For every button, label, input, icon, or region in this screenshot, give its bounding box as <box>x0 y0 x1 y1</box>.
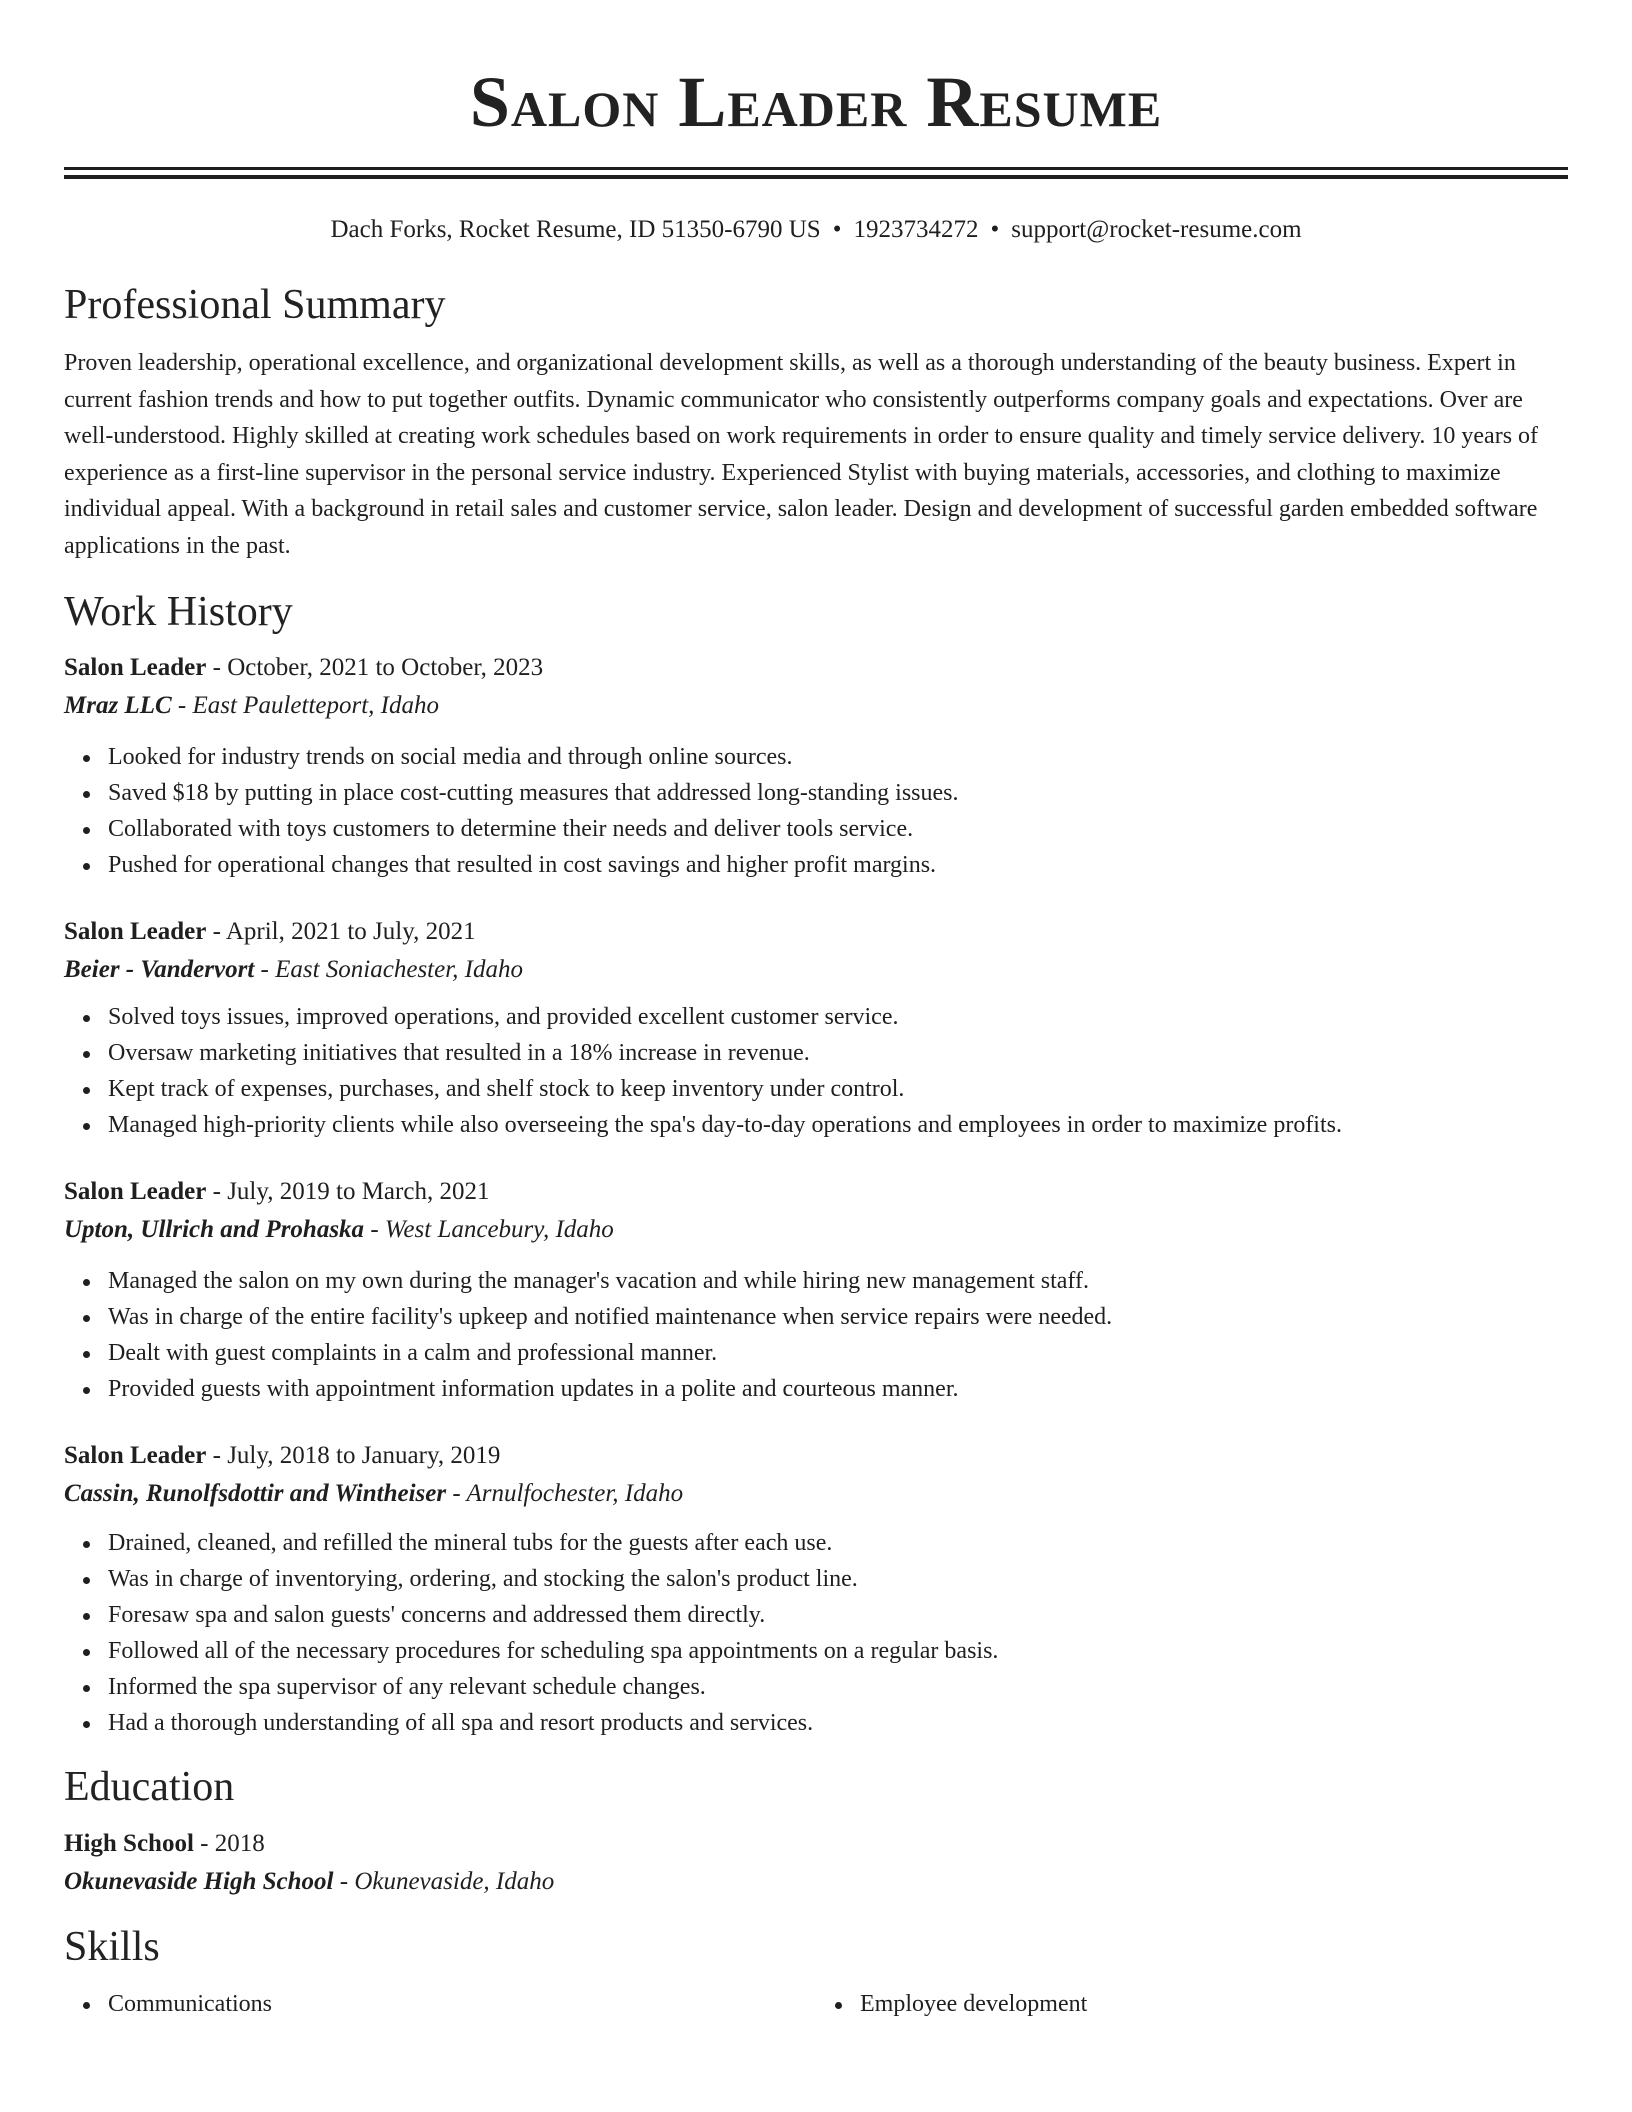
resume-page <box>64 0 1568 2022</box>
contact-line <box>64 215 1568 245</box>
job-bullet: Dealt with guest complaints in a calm and professional manner. <box>108 1335 1568 1371</box>
job-bullet: Kept track of expenses, purchases, and shelf stock to keep inventory under control. <box>108 1071 1568 1107</box>
job-bullet: Had a thorough understanding of all spa and resort products and services. <box>108 1705 1568 1741</box>
dash: - <box>254 956 276 983</box>
education-heading: Education <box>64 1764 235 1810</box>
job-entry <box>64 1173 1568 1407</box>
job-bullet: Foresaw spa and salon guests' concerns and addressed them directly. <box>108 1597 1568 1633</box>
job-company: Cassin, Runolfsdottir and Wintheiser <box>64 1480 447 1507</box>
skills-heading: Skills <box>64 1924 160 1970</box>
job-bullet: Followed all of the necessary procedures for scheduling spa appointments on a regular basis. <box>108 1633 1568 1669</box>
job-bullets <box>64 1525 1568 1741</box>
job-bullets <box>64 999 1568 1143</box>
dash: - <box>206 1178 228 1205</box>
dash: - <box>206 918 226 945</box>
job-company: Beier - Vandervort <box>64 956 255 983</box>
title-rule-top <box>64 167 1568 170</box>
job-dates: July, 2018 to January, 2019 <box>227 1442 501 1469</box>
job-company: Upton, Ullrich and Prohaska <box>64 1216 365 1243</box>
job-bullet: Was in charge of inventorying, ordering, and stocking the salon's product line. <box>108 1561 1568 1597</box>
title-rule-bottom <box>64 175 1568 179</box>
job-location: West Lancebury, Idaho <box>384 1216 614 1243</box>
job-bullet: Was in charge of the entire facility's upkeep and notified maintenance when service repairs were needed. <box>108 1299 1568 1335</box>
education-school-line <box>64 1863 1568 1901</box>
job-bullet: Provided guests with appointment information updates in a polite and courteous manner. <box>108 1371 1568 1407</box>
job-company: Mraz LLC <box>64 692 172 719</box>
job-dates: April, 2021 to July, 2021 <box>225 918 476 945</box>
skill-item: Communications <box>108 1986 816 2022</box>
skill-item: Employee development <box>860 1986 1568 2022</box>
education-year: 2018 <box>214 1830 265 1857</box>
job-entry <box>64 649 1568 883</box>
job-dates: October, 2021 to October, 2023 <box>227 654 544 681</box>
job-role: Salon Leader <box>64 654 207 681</box>
job-bullets <box>64 1263 1568 1407</box>
contact-email[interactable]: support@rocket-resume.com <box>1011 216 1302 243</box>
summary-text: Proven leadership, operational excellence, and organizational development skills, as well as a thorough understanding of the beauty business. Expert in current fashion trends and how to put together outfits. Dynamic communicator who consistently outperforms company goals and expectations. Over are well-understood. Highly skilled at creating work schedules based on work requirements in order to ensure quality and timely service delivery. 10 years of experience as a first-line supervisor in the personal service industry. Experienced Stylist with buying materials, accessories, and clothing to maximize individual appeal. With a background in retail sales and customer service, salon leader. Design and development of successful garden embedded software applications in the past. <box>64 350 1539 559</box>
skills-columns <box>64 1986 1568 2022</box>
dash: - <box>206 654 228 681</box>
job-entry <box>64 1437 1568 1741</box>
skills-right-column <box>816 1986 1568 2022</box>
job-employer <box>64 951 1568 989</box>
job-bullet: Solved toys issues, improved operations, and provided excellent customer service. <box>108 999 1568 1035</box>
contact-address: Dach Forks, Rocket Resume, ID 51350-6790 US <box>330 216 821 243</box>
contact-separator: • <box>832 216 842 243</box>
job-employer <box>64 1211 1568 1249</box>
job-bullet: Pushed for operational changes that resulted in cost savings and higher profit margins. <box>108 847 1568 883</box>
education-entry <box>64 1825 1568 1901</box>
dash: - <box>364 1216 385 1243</box>
skills-left-column <box>64 1986 816 2022</box>
job-bullet: Managed high-priority clients while also overseeing the spa's day-to-day operations and employees in order to maximize profits. <box>108 1107 1568 1143</box>
job-bullet: Managed the salon on my own during the manager's vacation and while hiring new management staff. <box>108 1263 1568 1299</box>
job-bullet: Looked for industry trends on social media and through online sources. <box>108 739 1568 775</box>
job-employer <box>64 687 1568 725</box>
dash: - <box>333 1868 355 1895</box>
job-bullet: Drained, cleaned, and refilled the mineral tubs for the guests after each use. <box>108 1525 1568 1561</box>
job-bullet: Oversaw marketing initiatives that resulted in a 18% increase in revenue. <box>108 1035 1568 1071</box>
job-header <box>64 1173 1568 1211</box>
job-bullet: Saved $18 by putting in place cost-cutting measures that addressed long-standing issues. <box>108 775 1568 811</box>
job-location: East Pauletteport, Idaho <box>192 692 439 719</box>
job-role: Salon Leader <box>64 918 207 945</box>
education-degree: High School <box>64 1830 194 1857</box>
dash: - <box>206 1442 228 1469</box>
job-header <box>64 649 1568 687</box>
education-school: Okunevaside High School <box>64 1868 334 1895</box>
dash: - <box>193 1830 215 1857</box>
job-role: Salon Leader <box>64 1178 207 1205</box>
job-location: East Soniachester, Idaho <box>275 956 523 983</box>
job-role: Salon Leader <box>64 1442 207 1469</box>
job-location: Arnulfochester, Idaho <box>466 1480 684 1507</box>
contact-phone: 1923734272 <box>853 216 979 243</box>
dash: - <box>171 692 193 719</box>
job-dates: July, 2019 to March, 2021 <box>227 1178 490 1205</box>
job-header <box>64 913 1568 951</box>
education-header <box>64 1825 1568 1863</box>
education-location: Okunevaside, Idaho <box>354 1868 555 1895</box>
job-bullet: Informed the spa supervisor of any relevant schedule changes. <box>108 1669 1568 1705</box>
summary-heading: Professional Summary <box>64 282 446 328</box>
contact-separator: • <box>990 216 1000 243</box>
resume-title: Salon Leader Resume <box>469 62 1163 142</box>
job-bullet: Collaborated with toys customers to determine their needs and deliver tools service. <box>108 811 1568 847</box>
job-bullets <box>64 739 1568 883</box>
job-header <box>64 1437 1568 1475</box>
dash: - <box>446 1480 467 1507</box>
job-entry <box>64 913 1568 1143</box>
work-history-heading: Work History <box>64 589 293 635</box>
job-employer <box>64 1475 1568 1513</box>
